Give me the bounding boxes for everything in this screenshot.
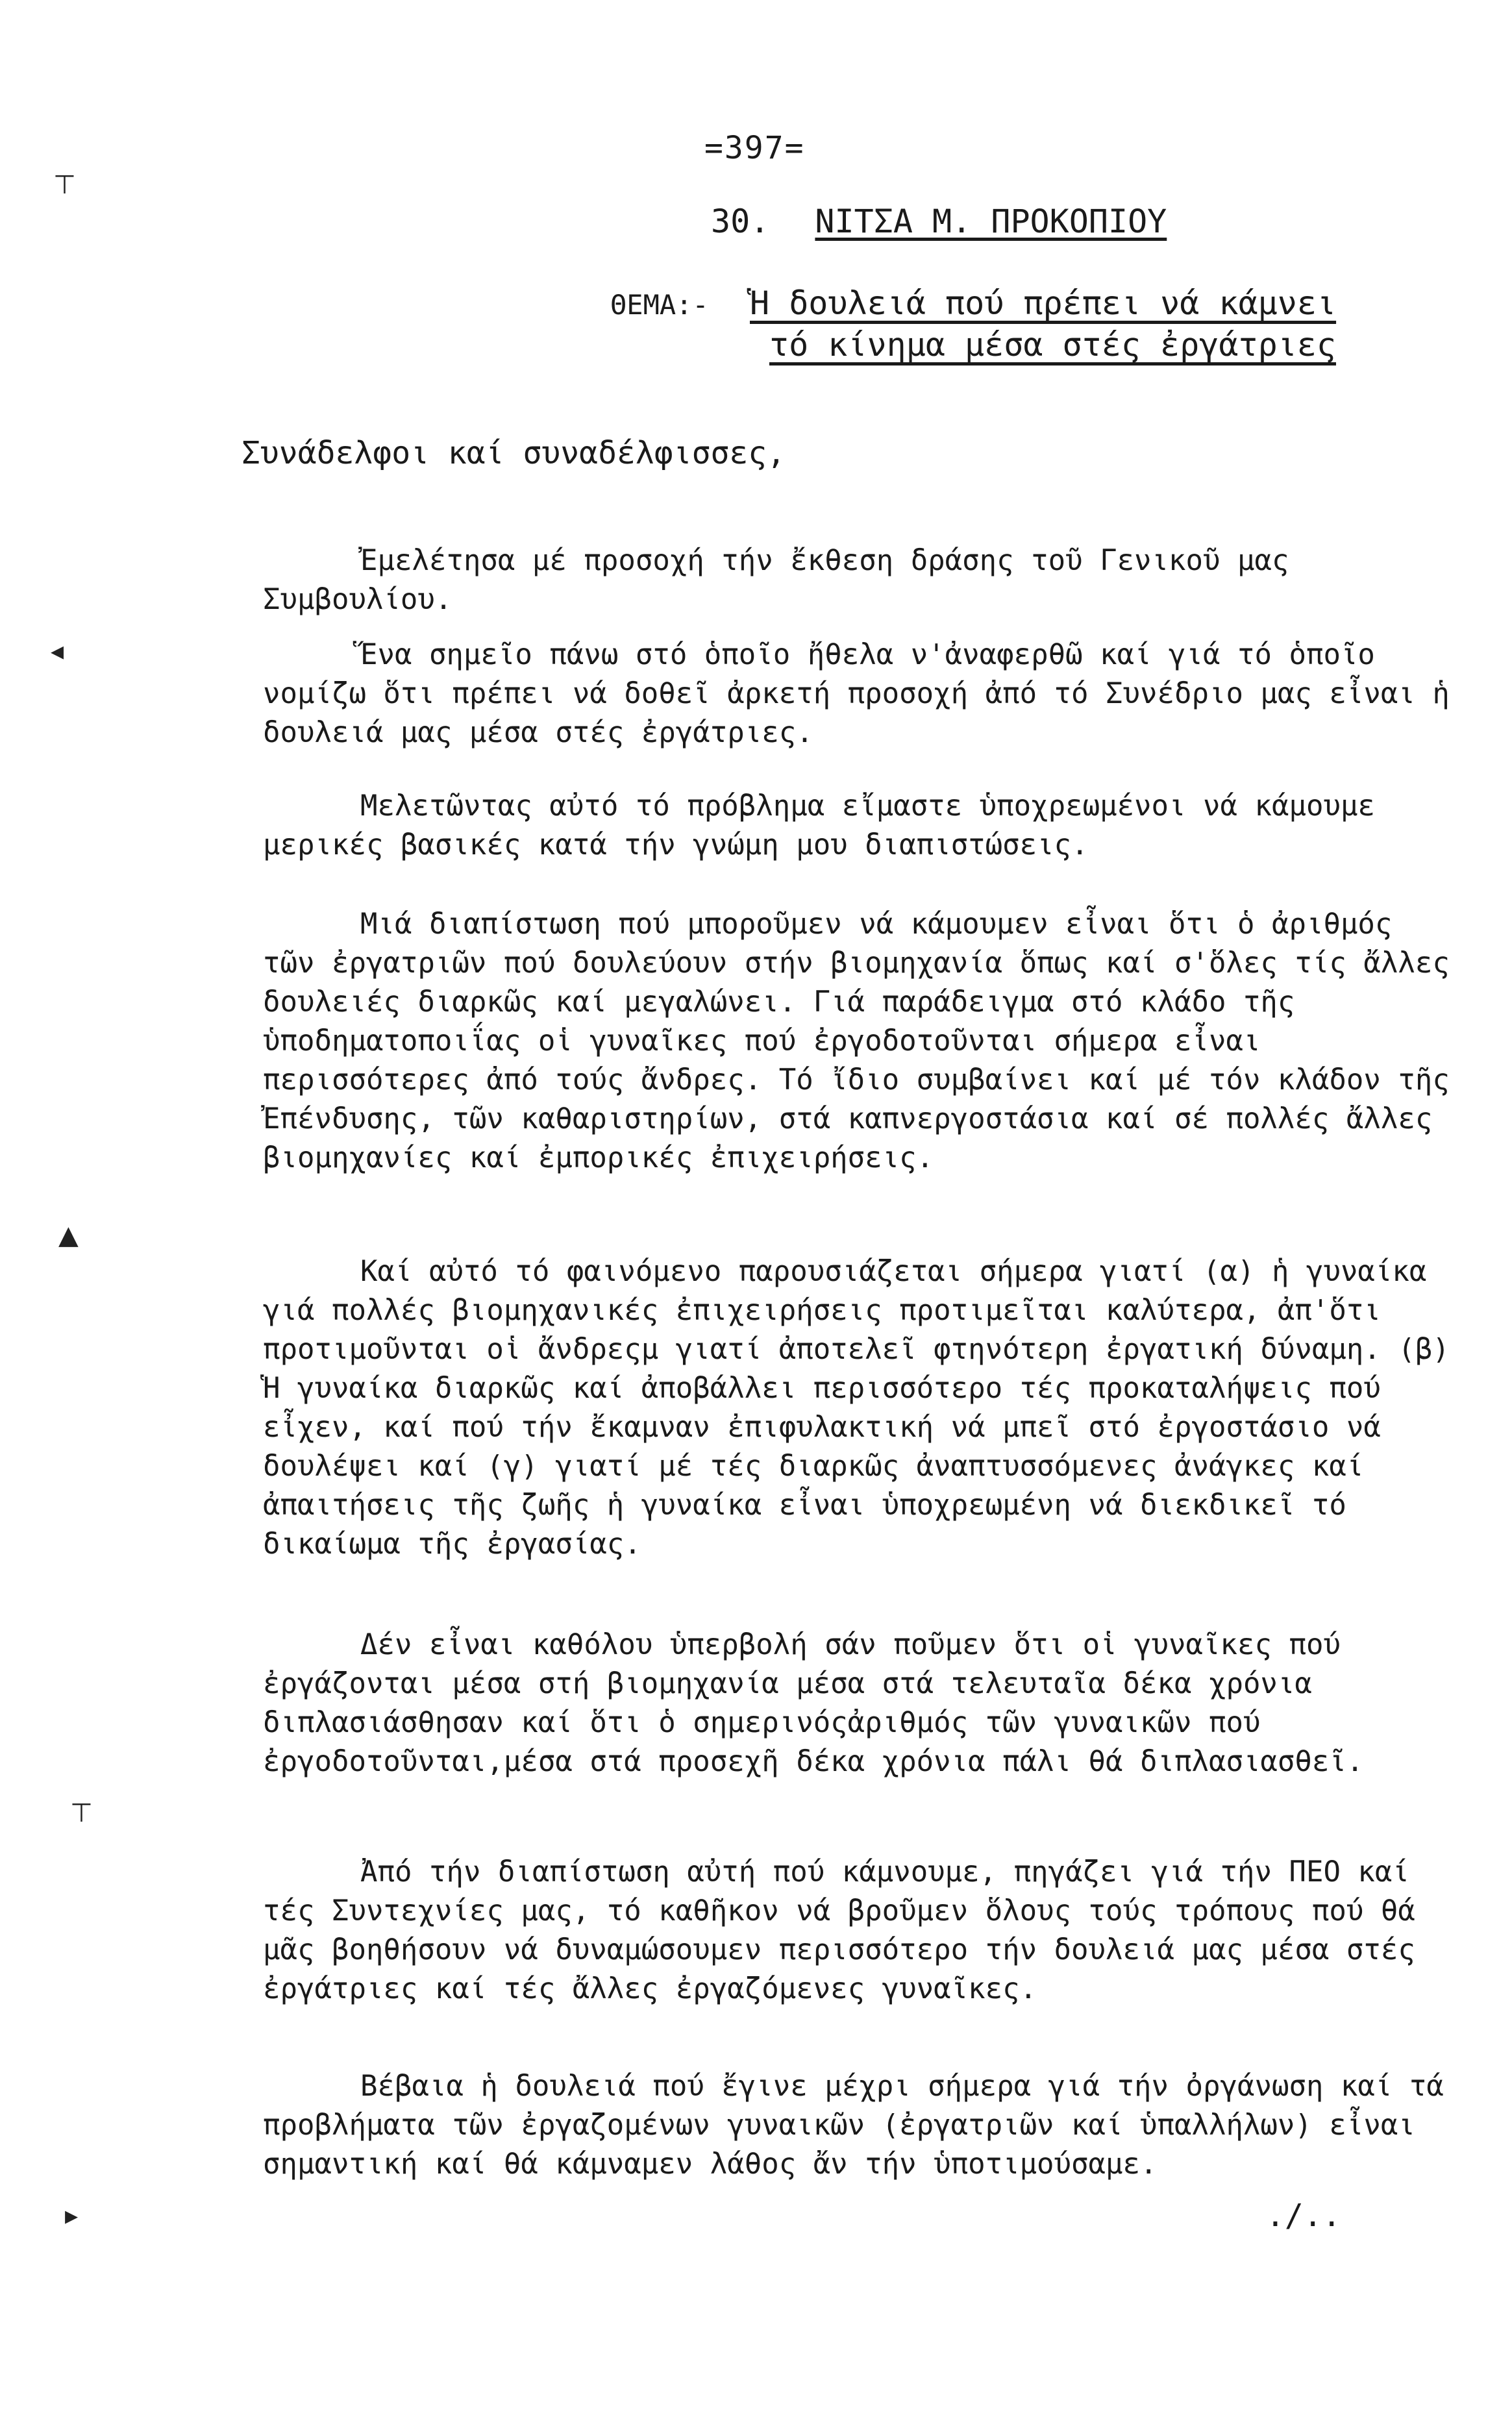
- paragraph: Καί αὐτό τό φαινόμενο παρουσιάζεται σήμερα γιατί (α) ἡ γυναίκα γιά πολλές βιομηχανικές ἐπιχειρήσεις προτιμεῖται καλύτερα, ἀπ'ὅτι προτιμοῦνται οἱ ἄνδρεςμ γιατί ἀποτελεῖ φτηνότερη ἐργατική δύναμη. (β) Ἡ γυναίκα διαρκῶς καί ἀποβάλλει περισσότερο τές προκαταλήψεις πού εἶχεν, καί πού τήν ἔκαμναν ἐπιφυλακτική νά μπεῖ στό ἐργοστάσιο νά δουλέψει καί (γ) γιατί μέ τές διαρκῶς ἀναπτυσσόμενες ἀνάγκες καί ἀπαιτήσεις τῆς ζωῆς ἡ γυναίκα εἶναι ὑποχρεωμένη νά διεκδικεῖ τό δικαίωμα τῆς ἐργασίας.: [263, 1255, 1450, 1561]
- page-number: =397=: [704, 130, 805, 166]
- speaker-heading: [711, 203, 1167, 240]
- paragraph: Μιά διαπίστωση πού μποροῦμεν νά κάμουμεν εἶναι ὅτι ὁ ἀριθμός τῶν ἐργατριῶν πού δουλεύουν στήν βιομηχανία ὅπως καί σ'ὅλες τίς ἄλλες δουλειές διαρκῶς καί μεγαλώνει. Γιά παράδειγμα στό κλάδο τῆς ὑποδηματοποιΐας οἱ γυναῖκες πού ἐργοδοτοῦνται σήμερα εἶναι περισσότερες ἀπό τούς ἄνδρες. Τό ἴδιο συμβαίνει καί μέ τόν κλάδον τῆς Ἐπένδυσης, τῶν καθαριστηρίων, στά καπνεργοστάσια καί σέ πολλές ἄλλες βιομηχανίες καί ἐμπορικές ἐπιχειρήσεις.: [263, 908, 1450, 1174]
- binding-hole-mark-icon: ▲: [58, 1220, 79, 1250]
- binding-hole-mark-icon: ⊤: [70, 1798, 93, 1828]
- paragraph: Ἐμελέτησα μέ προσοχή τήν ἔκθεση δράσης τοῦ Γενικοῦ μας Συμβουλίου.: [263, 544, 1289, 616]
- salutation: Συνάδελφοι καί συναδέλφισσες,: [242, 435, 786, 471]
- paragraph: Δέν εἶναι καθόλου ὑπερβολή σάν ποῦμεν ὅτι οἱ γυναῖκες πού ἐργάζονται μέσα στή βιομηχανία μέσα στά τελευταῖα δέκα χρόνια διπλασιάσθησαν καί ὅτι ὁ σημερινόςἀριθμός τῶν γυναικῶν πού ἐργοδοτοῦνται,μέσα στά προσεχῆ δέκα χρόνια πάλι θά διπλασιασθεῖ.: [263, 1628, 1364, 1778]
- speaker-name: ΝΙΤΣΑ Μ. ΠΡΟΚΟΠΙΟΥ: [815, 203, 1167, 240]
- binding-hole-mark-icon: ◂: [51, 636, 64, 666]
- subject-label: ΘΕΜΑ:-: [610, 289, 709, 321]
- continuation-mark: ./..: [1266, 2198, 1341, 2234]
- binding-hole-mark-icon: ▸: [65, 2201, 79, 2231]
- binding-hole-mark-icon: ⊤: [53, 170, 76, 200]
- speaker-number: 30.: [711, 203, 770, 240]
- paragraph: Βέβαια ἡ δουλειά πού ἔγινε μέχρι σήμερα γιά τήν ὀργάνωση καί τά προβλήματα τῶν ἐργαζομένων γυναικῶν (ἐργατριῶν καί ὑπαλλήλων) εἶναι σημαντική καί θά κάμναμεν λάθος ἄν τήν ὑποτιμούσαμε.: [263, 2070, 1444, 2181]
- subject-line-1: Ἡ δουλειά πού πρέπει νά κάμνει: [750, 284, 1337, 322]
- paragraph: Ἀπό τήν διαπίστωση αὐτή πού κάμνουμε, πηγάζει γιά τήν ΠΕΟ καί τές Συντεχνίες μας, τό καθῆκον νά βροῦμεν ὅλους τούς τρόπους πού θά μᾶς βοηθήσουν νά δυναμώσουμεν περισσότερο τήν δουλειά μας μέσα στές ἐργάτριες καί τές ἄλλες ἐργαζόμενες γυναῖκες.: [263, 1855, 1415, 2005]
- paragraph: Μελετῶντας αὐτό τό πρόβλημα εἴμαστε ὑποχρεωμένοι νά κάμουμε μερικές βασικές κατά τήν γνώμη μου διαπιστώσεις.: [263, 789, 1375, 861]
- subject-line-2: τό κίνημα μέσα στές ἐργάτριες: [769, 326, 1336, 364]
- paragraph: Ἕνα σημεῖο πάνω στό ὁποῖο ἤθελα ν'ἀναφερθῶ καί γιά τό ὁποῖο νομίζω ὅτι πρέπει νά δοθεῖ ἀρκετή προσοχή ἀπό τό Συνέδριο μας εἶναι ἡ δουλειά μας μέσα στές ἐργάτριες.: [263, 638, 1450, 749]
